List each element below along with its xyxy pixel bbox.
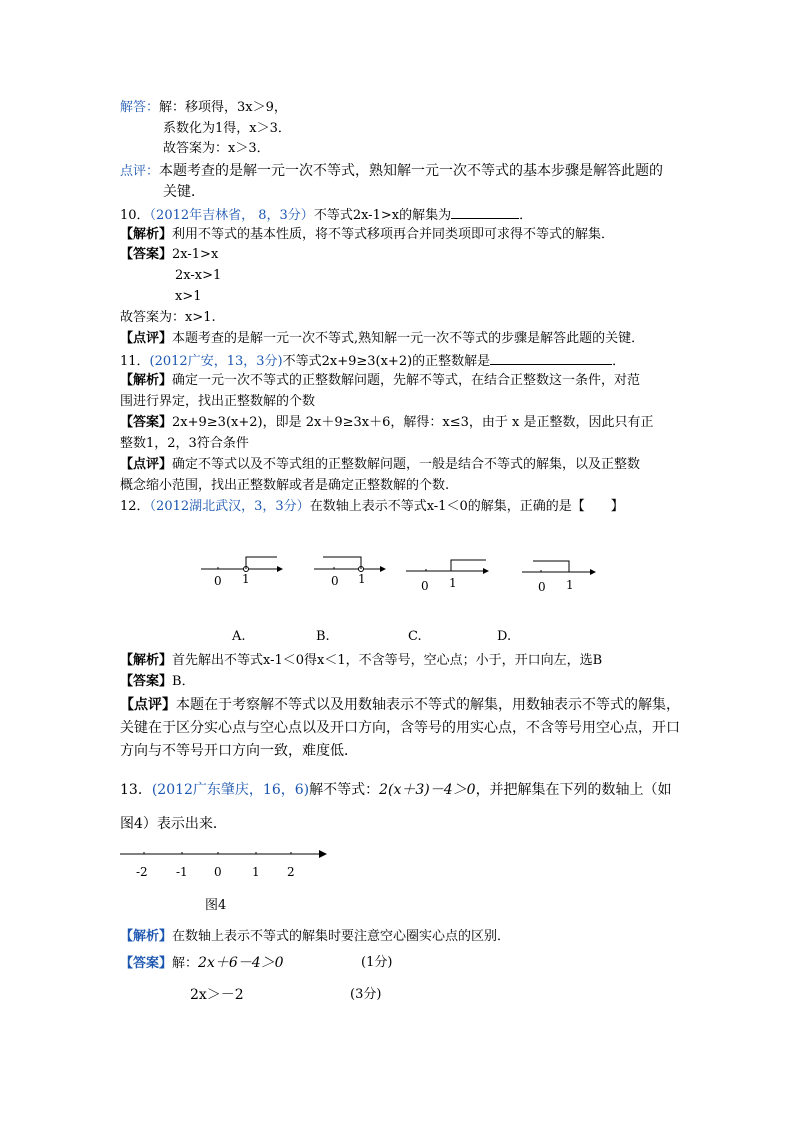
q12-source: （2012湖北武汉，3，3分） <box>149 499 310 514</box>
q10-answer-step3: x>1 <box>175 289 202 304</box>
q9-review-line1: 点评：本题考查的是解一元一次不等式，熟知解一元一次不等式的基本步骤是解答此题的 <box>120 163 664 179</box>
number-line-options <box>0 545 794 605</box>
q11-source: (2012广安，13，3分) <box>149 354 283 369</box>
q11-review-line1: 【点评】确定不等式以及不等式组的正整数解问题，一般是结合不等式的解集，以及正整数 <box>120 457 641 472</box>
q10-source: （2012年吉林省， 8，3分） <box>149 208 314 223</box>
review-label: 点评： <box>120 164 160 179</box>
q9-answer-line1: 解答：解：移项得，3x＞9， <box>120 100 287 115</box>
tick-label: 0 <box>214 574 222 588</box>
q12-review-line1: 【点评】本题在于考察解不等式以及用数轴表示不等式的解集，用数轴表示不等式的解集， <box>120 697 680 713</box>
option-a-label: A. <box>232 629 246 644</box>
tick-label: 0 <box>538 580 546 594</box>
q10-answer-final: 故答案为：x>1. <box>120 310 216 325</box>
tick-label: 1 <box>242 572 250 586</box>
q11-answer-line2: 整数1，2，3符合条件 <box>120 436 249 451</box>
option-b-label: B. <box>316 629 330 644</box>
option-b-number-line <box>314 557 386 588</box>
q13-source: (2012广东肇庆，16，6) <box>151 782 310 798</box>
q12-analysis: 【解析】首先解出不等式x-1＜0得x＜1，不含等号，空心点；小于，开口向左，选B <box>120 653 603 668</box>
tick-label: -2 <box>136 865 148 879</box>
q10-answer: 【答案】2x-1>x <box>120 247 219 262</box>
answer-blank <box>490 352 612 365</box>
q11-analysis-line2: 围进行界定，找出正整数解的个数 <box>120 394 316 409</box>
inequality-math: 2(x＋3)－4＞0 <box>379 782 476 798</box>
option-d-number-line <box>522 561 596 594</box>
tick-label: 0 <box>214 865 222 879</box>
q10-answer-step2: 2x-x>1 <box>175 268 222 283</box>
q10-analysis: 【解析】利用不等式的基本性质，将不等式移项再合并同类项即可求得不等式的解集． <box>120 227 615 242</box>
q13-answer-step1: 【答案】解：2x＋6－4＞0 <box>120 955 284 971</box>
q13-stem-line1: 13．(2012广东肇庆，16，6)解不等式：2(x＋3)－4＞0，并把解集在下列的数轴上（如 <box>120 782 672 798</box>
figure4-number-line <box>110 842 340 882</box>
q13-answer-step2: 2x＞－2 <box>190 987 244 1003</box>
tick-label: 1 <box>252 865 260 879</box>
figure4-caption: 图4 <box>205 898 227 913</box>
q11-stem: 11．(2012广安，13，3分)不等式2x+9≥3(x+2)的正整数解是 ． <box>120 354 626 369</box>
tick-label: 1 <box>566 578 574 592</box>
q12-stem: 12．（2012湖北武汉，3，3分）在数轴上表示不等式x-1＜0的解集，正确的是【 】 <box>120 499 624 514</box>
q9-review-line2: 关键． <box>163 184 205 200</box>
tick-label: 0 <box>421 579 429 593</box>
q13-score2: (3分) <box>350 987 382 1002</box>
tick-label: 1 <box>358 572 366 586</box>
q13-analysis: 【解析】在数轴上表示不等式的解集时要注意空心圈实心点的区别． <box>120 929 511 944</box>
q10-review: 【点评】本题考查的是解一元一次不等式,熟知解一元一次不等式的步骤是解答此题的关键． <box>120 331 645 346</box>
q11-answer-line1: 【答案】2x+9≥3(x+2)，即是 2x＋9≥3x＋6，解得：x≤3，由于 x 是正整数，因此只有正 <box>120 415 654 430</box>
q12-answer: 【答案】B． <box>120 674 195 689</box>
q12-review-line2: 关键在于区分实心点与空心点以及开口方向，含等号的用实心点，不含等号用空心点，开口 <box>120 720 680 736</box>
q13-stem-line2: 图4）表示出来． <box>120 816 227 832</box>
q13-score1: (1分) <box>361 955 393 970</box>
answer-blank <box>451 206 519 219</box>
q11-analysis-line1: 【解析】确定一元一次不等式的正整数解问题，先解不等式，在结合正整数这一条件，对范 <box>120 373 641 388</box>
q11-review-line2: 概念缩小范围，找出正整数解或者是确定正整数解的个数. <box>120 478 450 493</box>
option-c-number-line <box>406 560 489 593</box>
option-d-label: D. <box>497 629 512 644</box>
q10-stem: 10．（2012年吉林省， 8，3分）不等式2x-1>x的解集为 ． <box>120 208 533 223</box>
tick-label: 2 <box>287 865 295 879</box>
tick-label: 0 <box>331 574 339 588</box>
q9-answer-line3: 故答案为：x＞3． <box>163 141 270 156</box>
tick-label: -1 <box>176 865 188 879</box>
option-c-label: C. <box>408 629 422 644</box>
option-a-number-line <box>201 557 283 588</box>
answer-label: 解答： <box>120 100 160 115</box>
q12-review-line3: 方向与不等号开口方向一致，难度低． <box>120 743 358 759</box>
q9-answer-line2: 系数化为1得，x＞3． <box>163 121 291 136</box>
tick-label: 1 <box>449 576 457 590</box>
